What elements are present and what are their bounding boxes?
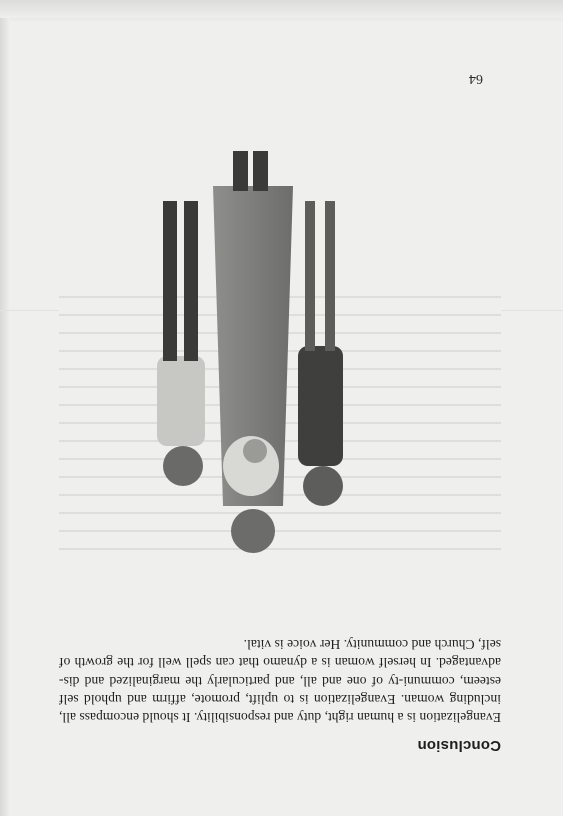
section-heading: Conclusion — [417, 737, 501, 754]
child-left-body — [298, 346, 343, 466]
child-right-leg — [163, 201, 177, 361]
page-number: 64 — [469, 71, 483, 86]
child-right-leg — [184, 201, 198, 361]
child-left-leg — [305, 201, 315, 351]
family-photo-icon — [148, 131, 363, 606]
scan-shadow-side — [0, 0, 10, 816]
baby-head — [243, 439, 267, 463]
mother-foot — [233, 151, 248, 191]
conclusion-paragraph: Evangelization is a human right, duty and responsibility. It should encompass all, including woman. Evangelization is to uplift, promote, affirm and uphold self esteem, communi-ty of one and all, and particularly the marginalized and dis-advantaged. In herself woman is a dynamo that can spell well for the growth of self, Church and community. Her voice is vital. — [59, 637, 501, 725]
child-left-leg — [325, 201, 335, 351]
child-right-shirt — [157, 356, 205, 446]
mother-head — [231, 509, 275, 553]
scan-bottom-edge — [0, 0, 563, 18]
child-left-head — [303, 466, 343, 506]
mother-foot — [253, 151, 268, 191]
child-right-head — [163, 446, 203, 486]
